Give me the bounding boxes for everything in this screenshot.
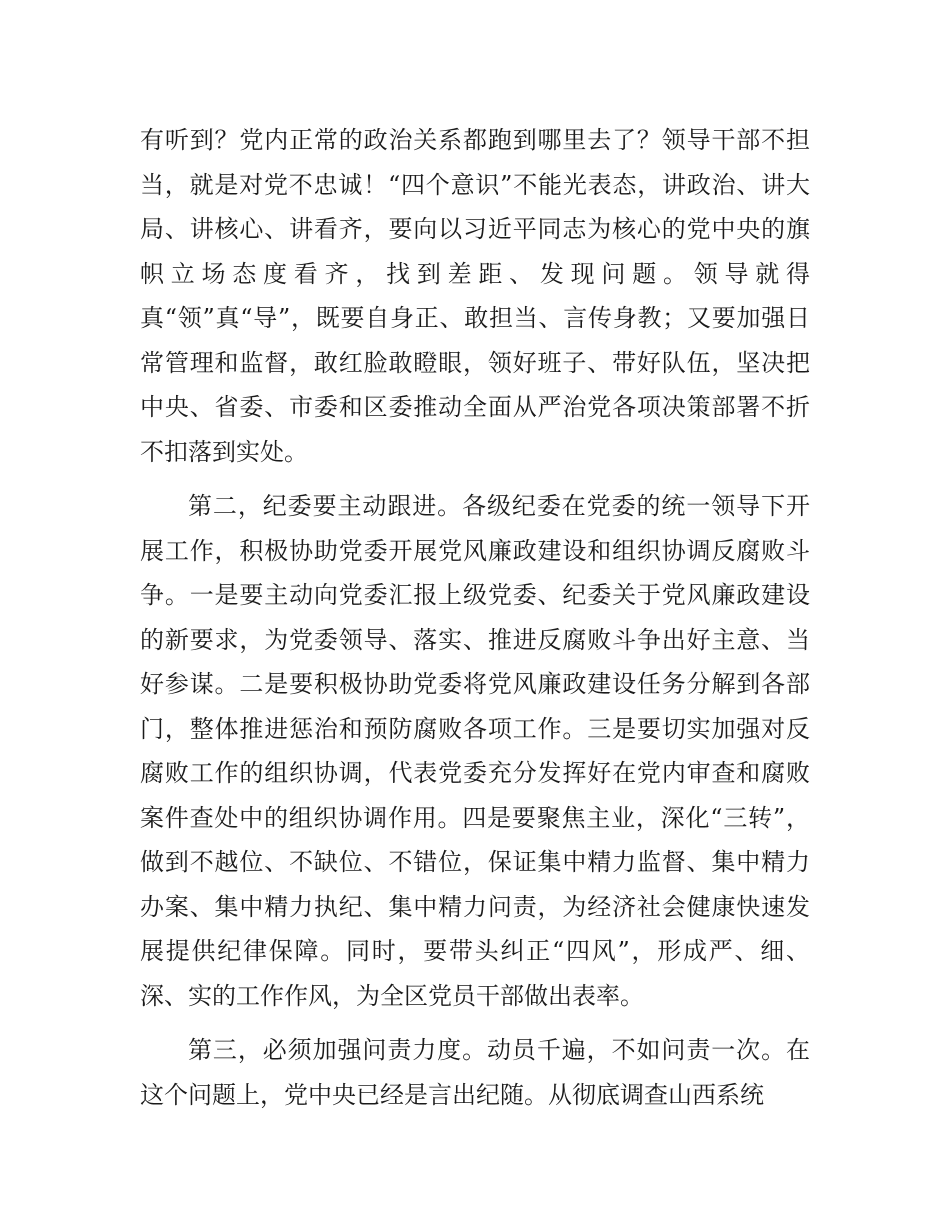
paragraph-third-point: 第三，必须加强问责力度。动员千遍，不如问责一次。在这个问题上，党中央已经是言出纪随。从彻底调查山西系统 [140, 1036, 810, 1109]
paragraph-second-point: 第二，纪委要主动跟进。各级纪委在党委的统一领导下开展工作，积极协助党委开展党风廉政建设和组织协调反腐败斗争。一是要主动向党委汇报上级党委、纪委关于党风廉政建设的新要求，为党委领导、落实、推进反腐败斗争出好主意、当好参谋。二是要积极协助党委将党风廉政建设任务分解到各部门，整体推进惩治和预防腐败各项工作。三是要切实加强对反腐败工作的组织协调，代表党委充分发挥好在党内审查和腐败案件查处中的组织协调作用。四是要聚焦主业，深化“三转”，做到不越位、不缺位、不错位，保证集中精力监督、集中精力办案、集中精力执纪、集中精力问责，为经济社会健康快速发展提供纪律保障。同时，要带头纠正“四风”，形成严、细、深、实的工作作风，为全区党员干部做出表率。 [140, 492, 810, 1010]
body-text [140, 118, 810, 1117]
paragraph-continued: 有听到？党内正常的政治关系都跑到哪里去了？领导干部不担当，就是对党不忠诚！“四个意识”不能光表态，讲政治、讲大局、讲核心、讲看齐，要向以习近平同志为核心的党中央的旗帜立场态度看齐，找到差距、发现问题。领导就得真“领”真“导”，既要自身正、敢担当、言传身教；又要加强日常管理和监督，敢红脸敢瞪眼，领好班子、带好队伍，坚决把中央、省委、市委和区委推动全面从严治党各项决策部署不折不扣落到实处。 [140, 126, 810, 466]
